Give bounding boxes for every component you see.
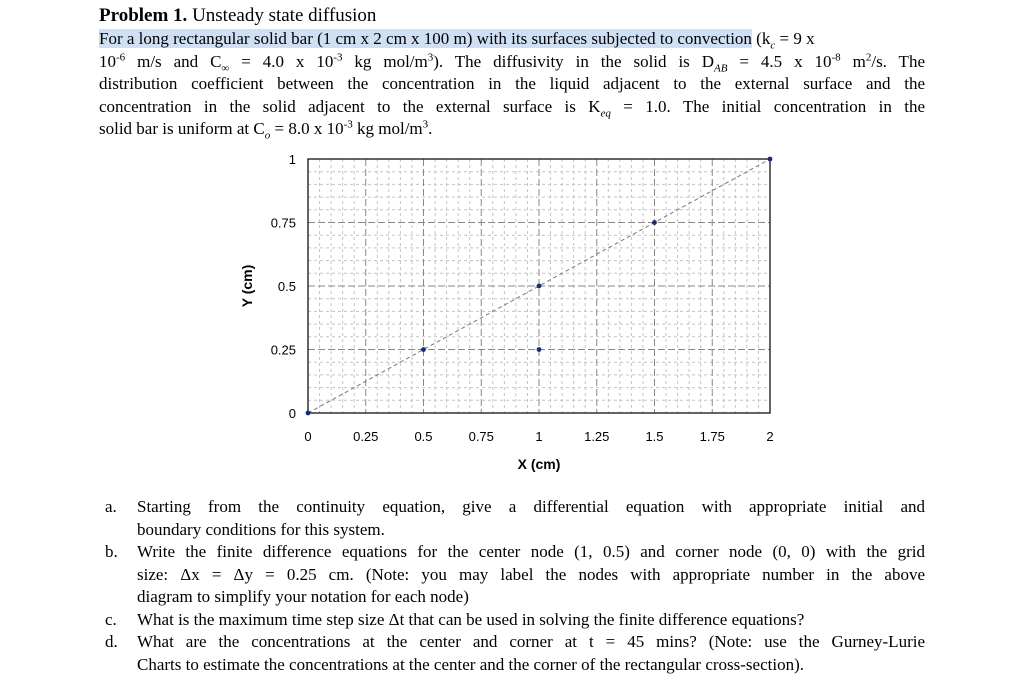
x-tick-label: 1.75 [699, 429, 725, 444]
grid-chart [230, 148, 790, 483]
statement-line-5: solid bar is uniform at $C_o = 8.0$ x $10^{-3}$ kg mol/$m^3$. [99, 118, 433, 142]
question-label: d. [105, 632, 118, 651]
question-label: a. [105, 497, 117, 516]
x-tick-label: 2 [766, 429, 774, 444]
problem-heading [99, 4, 376, 28]
highlighted-text[interactable]: For a long rectangular solid bar (1 cm x 2 cm x 100 m) with its surfaces subjected to convection [99, 29, 752, 48]
question-a [99, 496, 925, 541]
y-tick-label: 1 [288, 152, 296, 167]
question-line: size: Δx = Δy = 0.25 cm. (Note: you may label the nodes with appropriate number in the above [137, 564, 925, 584]
question-c [99, 609, 925, 632]
question-line: diagram to simplify your notation for each node) [137, 587, 469, 606]
x-tick-label: 0 [304, 429, 312, 444]
x-tick-label: 1.25 [584, 429, 610, 444]
question-line: What are the concentrations at the center and corner at t = 45 mins? (Note: use the Gurney-Lurie [137, 632, 925, 651]
question-label: b. [105, 542, 118, 561]
data-point [768, 157, 773, 162]
data-point [652, 220, 657, 225]
data-point [537, 347, 542, 352]
x-axis-label: X (cm) [517, 456, 561, 472]
y-tick-label: 0 [288, 406, 296, 421]
y-axis-label: Y (cm) [239, 264, 255, 308]
question-d [99, 631, 925, 676]
statement-line-4: concentration in the solid adjacent to the external surface is $K_{eq} = 1.0$. The initial concentration in the [99, 96, 926, 119]
chart-svg [230, 148, 790, 478]
question-list [99, 496, 925, 676]
problem-statement [99, 28, 925, 141]
x-tick-label: 0.75 [468, 429, 494, 444]
data-point [421, 347, 426, 352]
statement-line-2: $10^{-6}$ m/s and $C_\infty = 4.0$ x $10^{-3}$ kg mol/$m^3$). The diffusivity in the solid is $D_{AB} = 4.5$ x $10^{-8}$ $m^2/s$. The [99, 50, 925, 74]
y-tick-label: 0.5 [277, 279, 296, 294]
problem-number: Problem 1. [99, 5, 188, 26]
x-tick-label: 1.5 [645, 429, 664, 444]
x-tick-labels [304, 429, 773, 444]
y-tick-labels [271, 152, 296, 421]
data-point [537, 284, 542, 289]
problem-title: Unsteady state diffusion [192, 5, 377, 26]
data-point [306, 411, 311, 416]
y-tick-label: 0.25 [270, 342, 296, 358]
question-line: Charts to estimate the concentrations at the center and the corner of the rectangular cross-section). [137, 654, 804, 674]
question-line: Write the finite difference equations for the center node (1, 0.5) and corner node (0, 0) with the grid [137, 542, 925, 561]
question-line: Starting from the continuity equation, give a differential equation with appropriate initial and [137, 497, 925, 516]
x-tick-label: 0.5 [414, 429, 433, 444]
statement-line-3: distribution coefficient between the concentration in the liquid adjacent to the external surface and the [99, 74, 925, 93]
question-line: What is the maximum time step size Δt that can be used in solving the finite difference equations? [137, 609, 805, 629]
question-line: boundary conditions for this system. [137, 519, 385, 539]
question-label: c. [105, 609, 117, 629]
y-tick-label: 0.75 [270, 215, 296, 231]
x-tick-label: 1 [535, 429, 543, 444]
statement-line-1: For a long rectangular solid bar (1 cm x 2 cm x 100 m) with its surfaces subjected to convection ($k_c = 9$ x [99, 29, 815, 52]
question-b [99, 541, 925, 609]
x-tick-label: 0.25 [353, 429, 379, 444]
